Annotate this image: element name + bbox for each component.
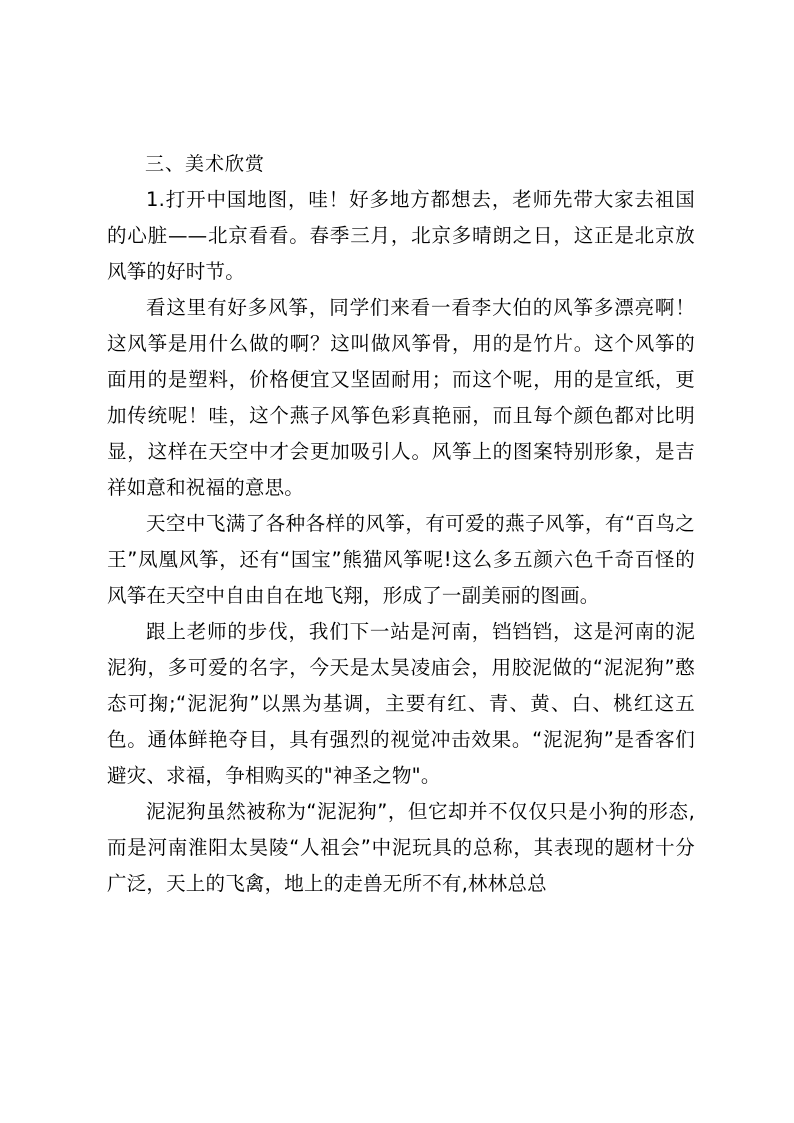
paragraph-kite-materials: 看这里有好多风筝，同学们来看一看李大伯的风筝多漂亮啊！这风筝是用什么做的啊？这叫做风筝骨，用的是竹片。这个风筝的面用的是塑料，价格便宜又坚固耐用；而这个呢，用的是宣纸，更加传统呢！哇，这个燕子风筝色彩真艳丽，而且每个颜色都对比明显，这样在天空中才会更加吸引人。风筝上的图案特别形象，是吉祥如意和祝福的意思。 xyxy=(107,296,695,499)
paragraph-beijing-intro: 1.打开中国地图，哇！好多地方都想去，老师先带大家去祖国的心脏——北京看看。春季三月，北京多晴朗之日，这正是北京放风筝的好时节。 xyxy=(107,188,695,283)
section-heading: 三、美术欣赏 xyxy=(145,153,266,175)
document-body xyxy=(107,146,695,902)
paragraph-kites-in-sky: 天空中飞满了各种各样的风筝，有可爱的燕子风筝，有“百鸟之王”凤凰风筝，还有“国宝”熊猫风筝呢!这么多五颜六色千奇百怪的风筝在天空中自由自在地飞翔，形成了一副美丽的图画。 xyxy=(107,512,695,607)
paragraph-nini-dog-forms: 泥泥狗虽然被称为“泥泥狗”，但它却并不仅仅只是小狗的形态,而是河南淮阳太昊陵“人祖会”中泥玩具的总称，其表现的题材十分广泛，天上的飞禽，地上的走兽无所不有,林林总总 xyxy=(107,800,695,895)
paragraph-henan-nini-dog: 跟上老师的步伐，我们下一站是河南，铛铛铛，这是河南的泥泥狗，多可爱的名字，今天是太昊凌庙会，用胶泥做的“泥泥狗”憨态可掬;“泥泥狗”以黑为基调，主要有红、青、黄、白、桃红这五色。通体鲜艳夺目，具有强烈的视觉冲击效果。“泥泥狗”是香客们避灾、求福，争相购买的"神圣之物"。 xyxy=(107,620,695,787)
